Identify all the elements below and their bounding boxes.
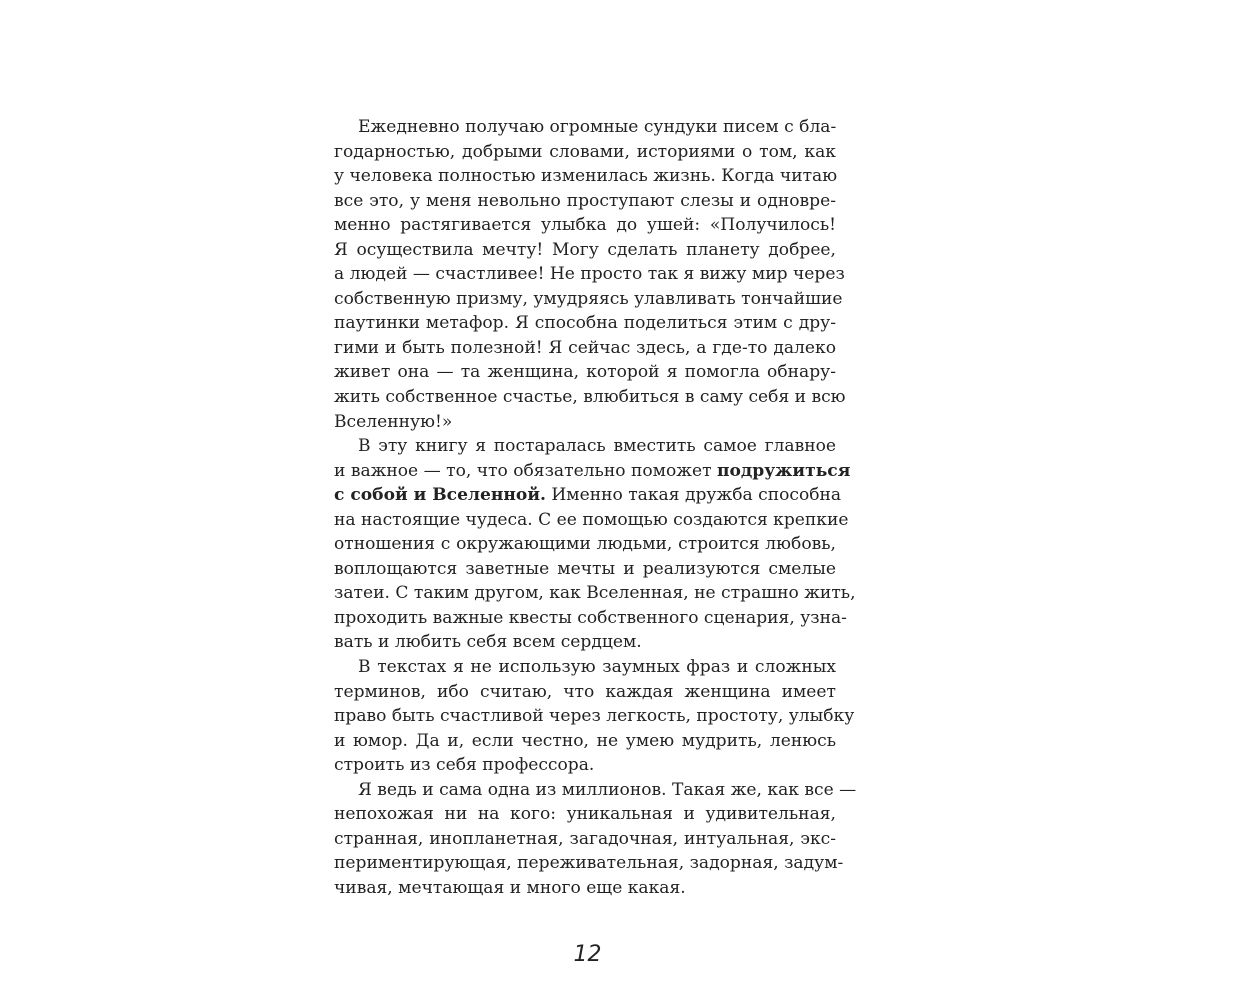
text-line: затеи. С таким другом, как Вселенная, не страшно жить,: [334, 583, 856, 604]
text-line: Вселенную!»: [334, 411, 453, 432]
text-line: паутинки метафор. Я способна поделиться этим с дру-: [334, 313, 836, 334]
text-line: у человека полностью изменилась жизнь. Когда читаю: [334, 166, 838, 187]
bold-phrase: с собой и Вселенной.: [334, 485, 546, 506]
text-line: жить собственное счастье, влюбиться в саму себя и всю: [334, 387, 846, 408]
text-line: и юмор. Да и, если честно, не умею мудрить, ленюсь: [334, 730, 836, 751]
text-line: на настоящие чудеса. С ее помощью создаются крепкие: [334, 509, 849, 530]
text-line: вать и любить себя всем сердцем.: [334, 632, 642, 653]
text-line-with-bold: [334, 483, 842, 508]
text-line: менно растягивается улыбка до ушей: «Получилось!: [334, 215, 836, 236]
paragraph-2: [334, 434, 856, 655]
paragraph-1: [334, 115, 846, 434]
text-line: В эту книгу я постаралась вместить самое главное: [358, 436, 836, 457]
page-number: 12: [573, 942, 602, 967]
text-line: В текстах я не использую заумных фраз и сложных: [358, 657, 836, 678]
text-line: терминов, ибо считаю, что каждая женщина имеет: [334, 681, 836, 702]
text-run: Именно такая дружба способна: [545, 485, 842, 506]
text-line: странная, инопланетная, загадочная, интуальная, экс-: [334, 828, 836, 849]
text-line: собственную призму, умудряясь улавливать тончайшие: [334, 288, 843, 309]
paragraph-3: [334, 655, 855, 778]
text-line: отношения с окружающими людьми, строится любовь,: [334, 534, 836, 555]
text-line: все это, у меня невольно проступают слезы и одновре-: [334, 190, 836, 211]
text-line: а людей — счастливее! Не просто так я вижу мир через: [334, 264, 845, 285]
text-line: Я осуществила мечту! Могу сделать планету добрее,: [334, 239, 836, 260]
text-line: Я ведь и сама одна из миллионов. Такая же, как все —: [358, 779, 857, 800]
text-line: годарностью, добрыми словами, историями о том, как: [334, 141, 836, 162]
text-line: строить из себя профессора.: [334, 755, 595, 776]
text-line: живет она — та женщина, которой я помогла обнару-: [334, 362, 836, 383]
body-text: [334, 115, 857, 901]
text-line: гими и быть полезной! Я сейчас здесь, а где-то далеко: [334, 337, 836, 358]
text-line: проходить важные квесты собственного сценария, узна-: [334, 607, 847, 628]
text-run: и важное — то, что обязательно поможет: [334, 460, 717, 481]
text-line: непохожая ни на кого: уникальная и удивительная,: [334, 804, 836, 825]
text-line-with-bold: [334, 459, 851, 484]
text-line: чивая, мечтающая и много еще какая.: [334, 877, 686, 898]
text-line: право быть счастливой через легкость, простоту, улыбку: [334, 706, 855, 727]
bold-phrase: подружиться: [716, 460, 851, 481]
text-line: воплощаются заветные мечты и реализуются смелые: [334, 558, 836, 579]
paragraph-4: [334, 778, 857, 901]
text-line: Ежедневно получаю огромные сундуки писем с бла-: [358, 117, 837, 137]
text-line: периментирующая, переживательная, задорная, задум-: [334, 853, 844, 874]
